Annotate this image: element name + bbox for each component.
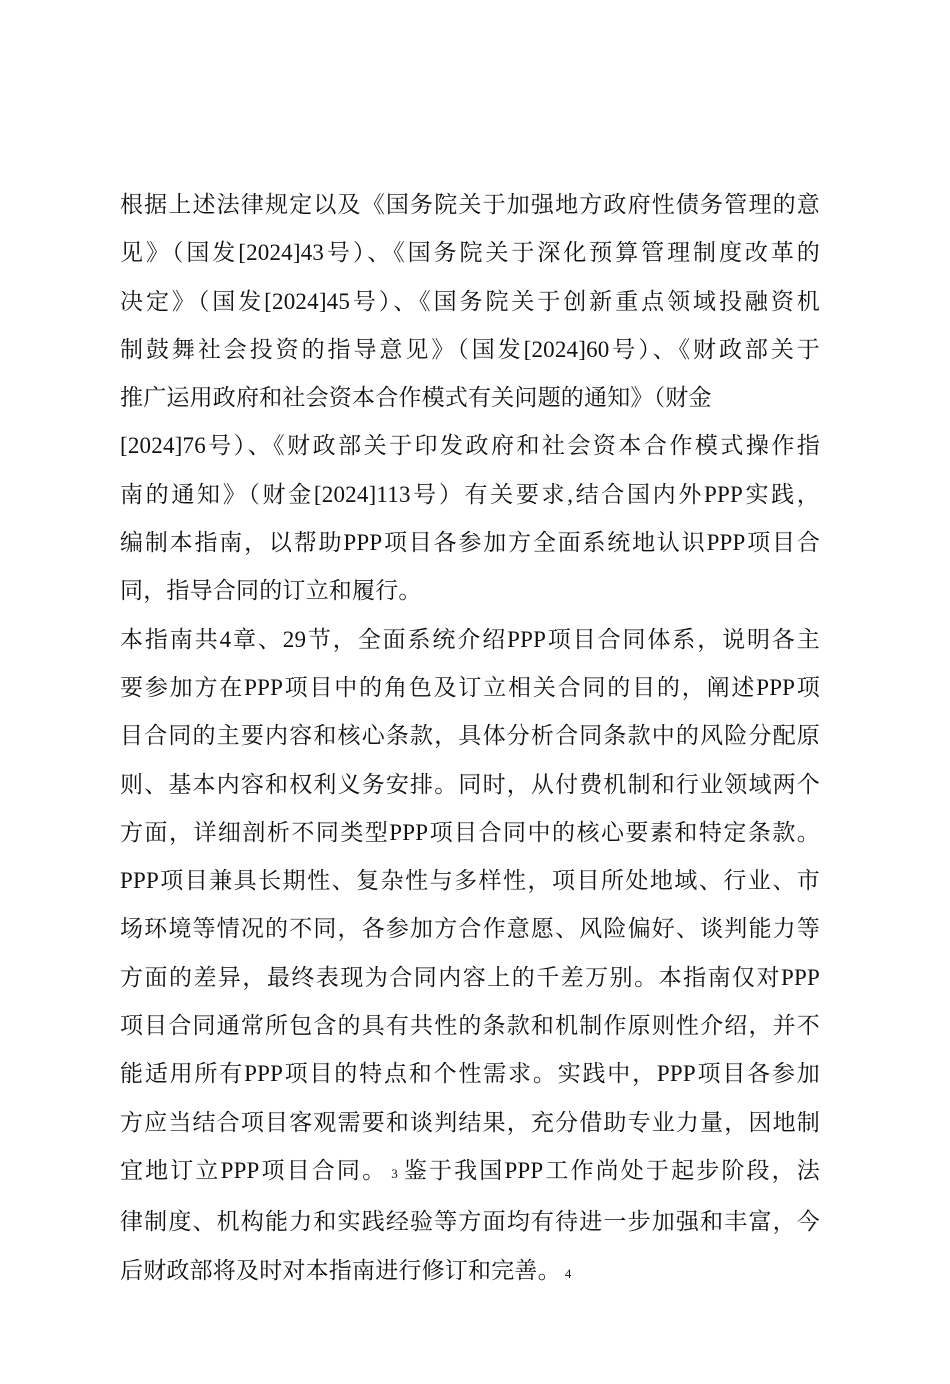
text-line: [2024]76号）、《财政部关于印发政府和社会资本合作模式操作指 — [120, 433, 820, 459]
paragraph-guide-overview — [120, 616, 820, 1298]
text-line: 项目合同通常所包含的具有共性的条款和机制作原则性介绍，并不 — [120, 1013, 820, 1039]
text-line: 方面的差异，最终表现为合同内容上的千差万别。本指南仅对PPP — [120, 964, 820, 990]
text-line: 律制度、机构能力和实践经验等方面均有待进一步加强和丰富，今 — [120, 1209, 820, 1235]
text-line — [120, 1247, 820, 1298]
text-segment: 宜地订立PPP项目合同。 — [120, 1157, 388, 1183]
text-line: 要参加方在PPP项目中的角色及订立相关合同的目的，阐述PPP项 — [120, 674, 820, 700]
text-line: 制鼓舞社会投资的指导意见》（国发[2024]60号）、《财政部关于 — [120, 336, 820, 362]
text-line: 南的通知》（财金[2024]113号）有关要求,结合国内外PPP实践， — [120, 481, 820, 507]
text-line: 推广运用政府和社会资本合作模式有关问题的通知》（财金 — [120, 385, 712, 411]
text-line: 根据上述法律规定以及《国务院关于加强地方政府性债务管理的意 — [120, 192, 820, 217]
paragraph-legal-basis — [120, 181, 820, 616]
text-line: 编制本指南，以帮助PPP项目各参加方全面系统地认识PPP项目合 — [120, 530, 820, 556]
text-line: 能适用所有PPP项目的特点和个性需求。实践中，PPP项目各参加 — [120, 1061, 820, 1087]
text-line: PPP项目兼具长期性、复杂性与多样性，项目所处地域、行业、市 — [120, 868, 820, 894]
text-line: 场环境等情况的不同，各参加方合作意愿、风险偏好、谈判能力等 — [120, 916, 820, 942]
text-line: 决定》（国发[2024]45号）、《国务院关于创新重点领域投融资机 — [120, 288, 820, 314]
text-line: 则、基本内容和权利义务安排。同时，从付费机制和行业领域两个 — [120, 771, 820, 797]
text-line — [120, 1147, 820, 1198]
page-marker: 3 — [391, 1165, 398, 1181]
page-marker: 4 — [564, 1265, 572, 1281]
text-line: 方面，详细剖析不同类型PPP项目合同中的核心要素和特定条款。 — [120, 819, 820, 845]
text-segment: 后财政部将及时对本指南进行修订和完善。 — [120, 1257, 561, 1283]
text-line: 目合同的主要内容和核心条款，具体分析合同条款中的风险分配原 — [120, 723, 820, 749]
text-line: 同，指导合同的订立和履行。 — [120, 578, 422, 604]
text-line: 方应当结合项目客观需要和谈判结果，充分借助专业力量，因地制 — [120, 1109, 820, 1135]
text-line: 本指南共4章、29节，全面系统介绍PPP项目合同体系，说明各主 — [120, 626, 820, 652]
document-body — [120, 181, 820, 1298]
text-line: 见》（国发[2024]43号）、《国务院关于深化预算管理制度改革的 — [120, 240, 820, 266]
text-segment: 鉴于我国PPP工作尚处于起步阶段，法 — [401, 1157, 820, 1183]
